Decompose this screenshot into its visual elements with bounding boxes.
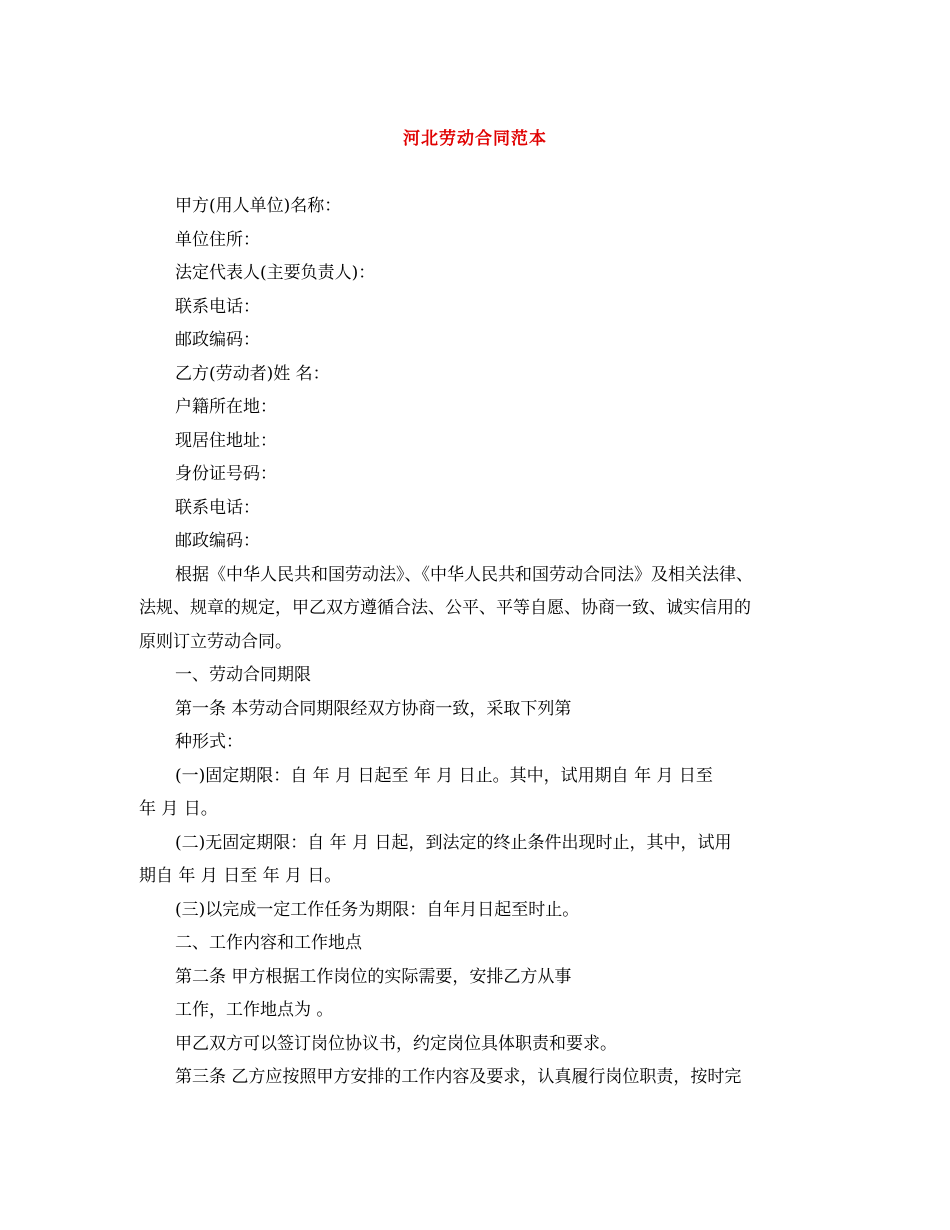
page-title: 河北劳动合同范本 [403, 129, 547, 149]
document-line: 单位住所： [175, 229, 260, 250]
document-line: 法规、规章的规定，甲乙双方遵循合法、公平、平等自愿、协商一致、诚实信用的 [139, 598, 751, 618]
document-line: 第二条 甲方根据工作岗位的实际需要，安排乙方从事 [175, 966, 572, 987]
document-line: 种形式： [175, 732, 243, 752]
document-line: 二、工作内容和工作地点 [175, 933, 362, 953]
document-line: (一)固定期限：自 年 月 日起至 年 月 日止。其中，试用期自 年 月 日至 [175, 765, 713, 786]
document-line: 工作，工作地点为 。 [175, 1000, 334, 1020]
document-line: 期自 年 月 日至 年 月 日。 [139, 866, 342, 886]
document-line: 根据《中华人民共和国劳动法》、《中华人民共和国劳动合同法》及相关法律、 [175, 564, 753, 585]
document-line: 一、劳动合同期限 [175, 665, 311, 685]
document-line: 乙方(劳动者)姓 名： [175, 363, 330, 384]
document-line: 第三条 乙方应按照甲方安排的工作内容及要求，认真履行岗位职责，按时完 [175, 1067, 742, 1087]
document-line: 甲方(用人单位)名称： [175, 196, 342, 216]
document-body [139, 190, 819, 1095]
document-line: 邮政编码： [175, 330, 260, 350]
document-line: 邮政编码： [175, 531, 260, 551]
document-line: 法定代表人(主要负责人)： [175, 263, 376, 283]
document-line: 身份证号码： [175, 464, 277, 484]
document-line: 年 月 日。 [139, 799, 218, 819]
document-line: 户籍所在地： [175, 397, 277, 417]
document-line: 甲乙双方可以签订岗位协议书，约定岗位具体职责和要求。 [175, 1033, 617, 1054]
document-line: (二)无固定期限：自 年 月 日起，到法定的终止条件出现时止，其中，试用 [175, 832, 732, 853]
document-line: 现居住地址： [175, 430, 277, 451]
document-line: 联系电话： [175, 497, 260, 518]
document-line: (三)以完成一定工作任务为期限：自年月日起至时止。 [175, 899, 580, 920]
document-line: 第一条 本劳动合同期限经双方协商一致，采取下列第 [175, 698, 572, 719]
document-line: 联系电话： [175, 296, 260, 317]
document-line: 原则订立劳动合同。 [139, 631, 292, 652]
